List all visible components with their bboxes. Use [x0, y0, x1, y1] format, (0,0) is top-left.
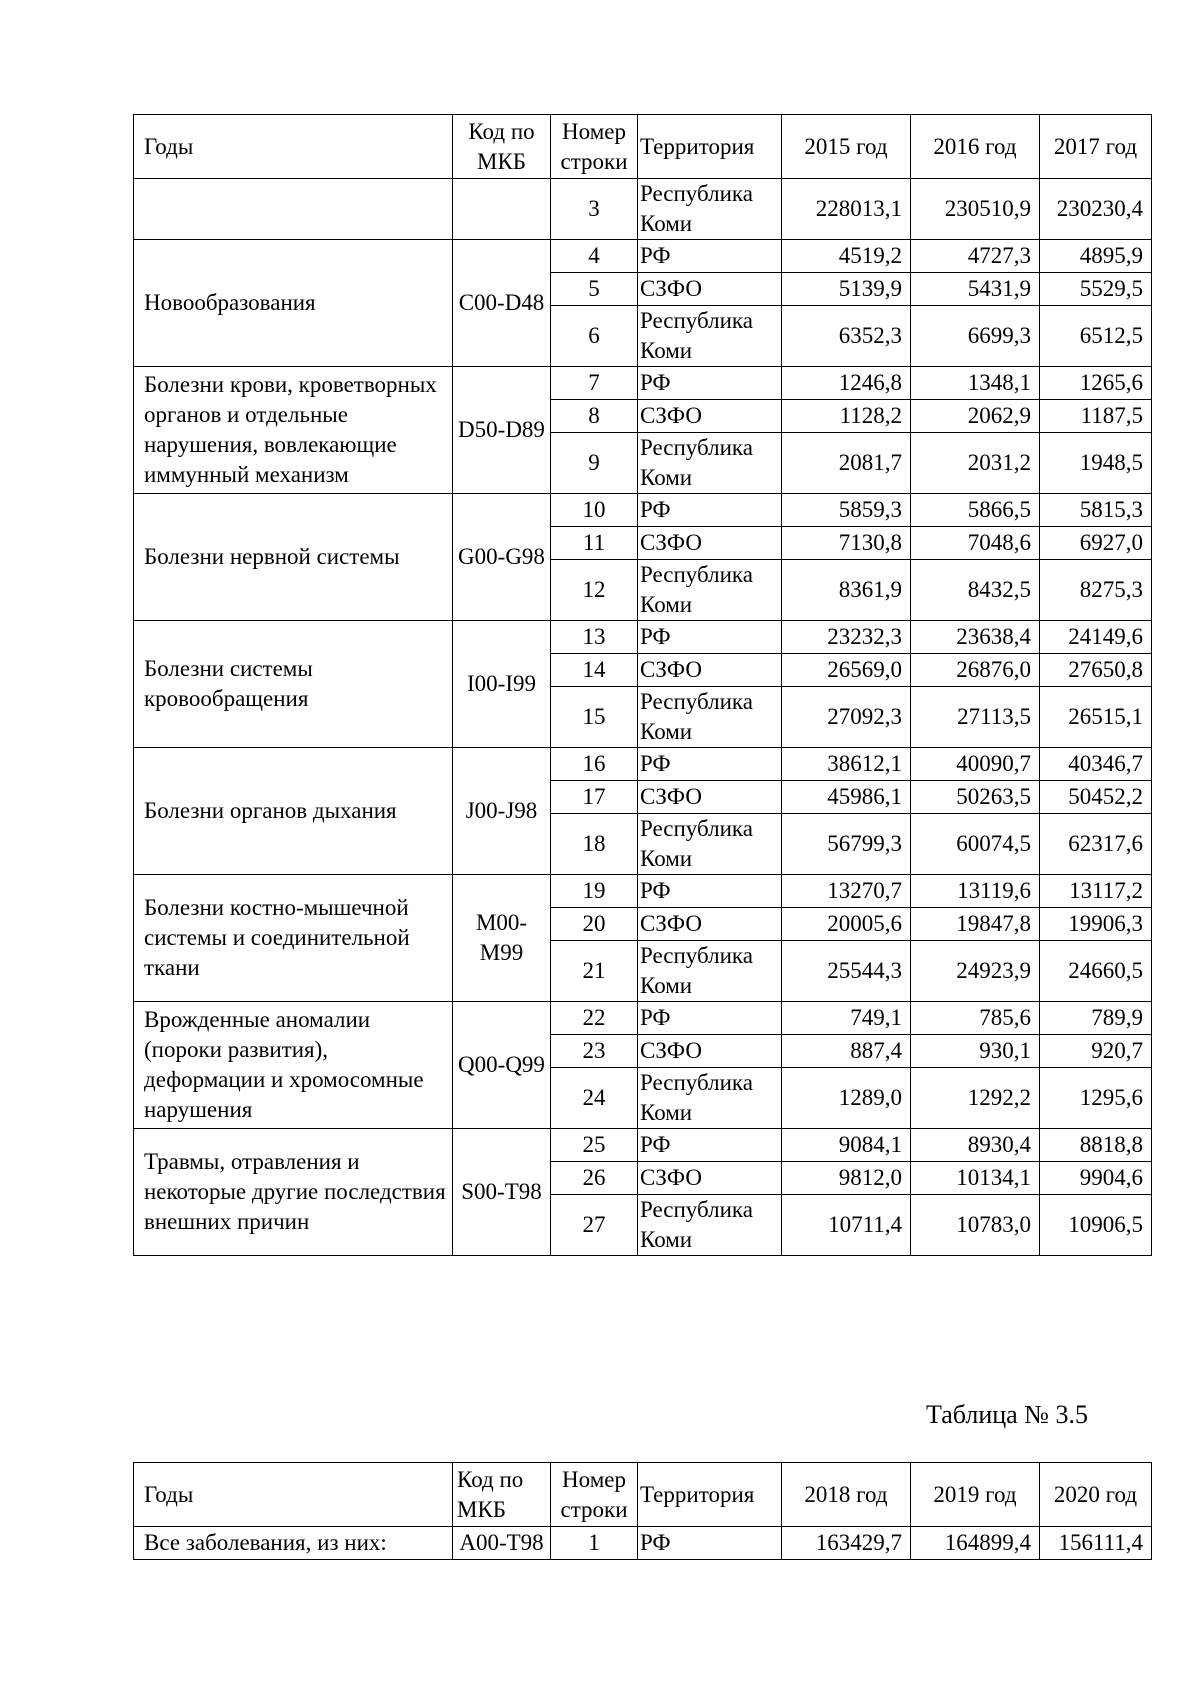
value-cell: 26515,1	[1040, 687, 1152, 748]
group-name-cell: Травмы, отравления и некоторые другие последствия внешних причин	[134, 1129, 453, 1256]
value-cell: 749,1	[782, 1002, 911, 1035]
header-row-number: Номер строки	[551, 115, 638, 179]
code-cell	[453, 179, 551, 240]
value-cell: 2081,7	[782, 433, 911, 494]
value-cell: 1246,8	[782, 367, 911, 400]
value-cell: 230230,4	[1040, 179, 1152, 240]
value-cell: 50452,2	[1040, 781, 1152, 814]
table-row	[134, 179, 1152, 240]
row-number-cell: 12	[551, 560, 638, 621]
value-cell: 6699,3	[911, 306, 1040, 367]
row-number-cell: 10	[551, 494, 638, 527]
territory-cell: Республика Коми	[638, 1068, 782, 1129]
header-years: Годы	[134, 1463, 453, 1527]
row-number-cell: 7	[551, 367, 638, 400]
row-number-cell: 22	[551, 1002, 638, 1035]
row-number-cell: 9	[551, 433, 638, 494]
value-cell: 50263,5	[911, 781, 1040, 814]
value-cell: 2031,2	[911, 433, 1040, 494]
value-cell: 13119,6	[911, 875, 1040, 908]
value-cell: 2062,9	[911, 400, 1040, 433]
row-number-cell: 17	[551, 781, 638, 814]
territory-cell: РФ	[638, 1002, 782, 1035]
row-number-cell: 26	[551, 1162, 638, 1195]
value-cell: 24923,9	[911, 941, 1040, 1002]
value-cell: 23232,3	[782, 621, 911, 654]
territory-cell: СЗФО	[638, 781, 782, 814]
header-code: Код по МКБ	[453, 1463, 551, 1527]
value-cell: 789,9	[1040, 1002, 1152, 1035]
value-cell: 8361,9	[782, 560, 911, 621]
value-cell: 23638,4	[911, 621, 1040, 654]
territory-cell: РФ	[638, 875, 782, 908]
row-number-cell: 23	[551, 1035, 638, 1068]
value-cell: 1265,6	[1040, 367, 1152, 400]
value-cell: 62317,6	[1040, 814, 1152, 875]
header-row-number: Номер строки	[551, 1463, 638, 1527]
value-cell: 13270,7	[782, 875, 911, 908]
row-number-cell: 21	[551, 941, 638, 1002]
value-cell: 26876,0	[911, 654, 1040, 687]
value-cell: 19906,3	[1040, 908, 1152, 941]
value-cell: 4895,9	[1040, 240, 1152, 273]
territory-cell: РФ	[638, 621, 782, 654]
table-row	[134, 1002, 1152, 1035]
value-cell: 10783,0	[911, 1195, 1040, 1256]
row-number-cell: 5	[551, 273, 638, 306]
header-row	[134, 1463, 1152, 1527]
territory-cell: СЗФО	[638, 908, 782, 941]
value-cell: 163429,7	[782, 1527, 911, 1560]
value-cell: 6512,5	[1040, 306, 1152, 367]
value-cell: 10711,4	[782, 1195, 911, 1256]
header-year-2: 2019 год	[911, 1463, 1040, 1527]
territory-cell: СЗФО	[638, 273, 782, 306]
territory-cell: РФ	[638, 240, 782, 273]
value-cell: 10906,5	[1040, 1195, 1152, 1256]
table-row	[134, 367, 1152, 400]
table-caption: Таблица № 3.5	[925, 1400, 1088, 1429]
value-cell: 5431,9	[911, 273, 1040, 306]
value-cell: 1187,5	[1040, 400, 1152, 433]
value-cell: 6352,3	[782, 306, 911, 367]
territory-cell: СЗФО	[638, 654, 782, 687]
value-cell: 930,1	[911, 1035, 1040, 1068]
row-number-cell: 15	[551, 687, 638, 748]
value-cell: 887,4	[782, 1035, 911, 1068]
value-cell: 40346,7	[1040, 748, 1152, 781]
code-cell: G00-G98	[453, 494, 551, 621]
header-year-3: 2017 год	[1040, 115, 1152, 179]
table-row	[134, 1129, 1152, 1162]
code-cell: J00-J98	[453, 748, 551, 875]
territory-cell: СЗФО	[638, 1035, 782, 1068]
value-cell: 60074,5	[911, 814, 1040, 875]
group-name-cell: Болезни нервной системы	[134, 494, 453, 621]
morbidity-table-2015-2017	[133, 114, 1152, 1256]
value-cell: 9812,0	[782, 1162, 911, 1195]
row-number-cell: 8	[551, 400, 638, 433]
code-cell: Q00-Q99	[453, 1002, 551, 1129]
row-number-cell: 19	[551, 875, 638, 908]
row-number-cell: 14	[551, 654, 638, 687]
morbidity-table-2018-2020	[133, 1462, 1152, 1560]
value-cell: 24149,6	[1040, 621, 1152, 654]
territory-cell: Республика Коми	[638, 560, 782, 621]
value-cell: 27092,3	[782, 687, 911, 748]
row-number-cell: 18	[551, 814, 638, 875]
value-cell: 1295,6	[1040, 1068, 1152, 1129]
code-cell: D50-D89	[453, 367, 551, 494]
territory-cell: РФ	[638, 748, 782, 781]
value-cell: 5139,9	[782, 273, 911, 306]
table-row	[134, 494, 1152, 527]
header-year-1: 2018 год	[782, 1463, 911, 1527]
value-cell: 25544,3	[782, 941, 911, 1002]
value-cell: 9084,1	[782, 1129, 911, 1162]
territory-cell: РФ	[638, 1129, 782, 1162]
row-number-cell: 25	[551, 1129, 638, 1162]
header-years: Годы	[134, 115, 453, 179]
row-number-cell: 4	[551, 240, 638, 273]
table-row	[134, 1527, 1152, 1560]
row-number-cell: 11	[551, 527, 638, 560]
value-cell: 24660,5	[1040, 941, 1152, 1002]
table-body	[134, 1463, 1152, 1560]
header-row	[134, 115, 1152, 179]
table-row	[134, 621, 1152, 654]
value-cell: 230510,9	[911, 179, 1040, 240]
row-number-cell: 20	[551, 908, 638, 941]
table-row	[134, 240, 1152, 273]
row-number-cell: 16	[551, 748, 638, 781]
value-cell: 7048,6	[911, 527, 1040, 560]
group-name-cell: Болезни костно-мышечной системы и соединительной ткани	[134, 875, 453, 1002]
value-cell: 7130,8	[782, 527, 911, 560]
value-cell: 4519,2	[782, 240, 911, 273]
row-number-cell: 3	[551, 179, 638, 240]
table-row	[134, 875, 1152, 908]
value-cell: 27113,5	[911, 687, 1040, 748]
group-name-cell: Болезни системы кровообращения	[134, 621, 453, 748]
territory-cell: Республика Коми	[638, 306, 782, 367]
value-cell: 8275,3	[1040, 560, 1152, 621]
row-number-cell: 1	[551, 1527, 638, 1560]
code-cell: C00-D48	[453, 240, 551, 367]
value-cell: 5529,5	[1040, 273, 1152, 306]
value-cell: 1128,2	[782, 400, 911, 433]
value-cell: 1289,0	[782, 1068, 911, 1129]
group-name-cell: Новообразования	[134, 240, 453, 367]
value-cell: 9904,6	[1040, 1162, 1152, 1195]
territory-cell: РФ	[638, 494, 782, 527]
value-cell: 20005,6	[782, 908, 911, 941]
table-row	[134, 748, 1152, 781]
value-cell: 228013,1	[782, 179, 911, 240]
group-name-cell: Болезни крови, кроветворных органов и отдельные нарушения, вовлекающие иммунный механизм	[134, 367, 453, 494]
territory-cell: Республика Коми	[638, 433, 782, 494]
territory-cell: Республика Коми	[638, 687, 782, 748]
row-number-cell: 24	[551, 1068, 638, 1129]
code-cell: S00-T98	[453, 1129, 551, 1256]
row-number-cell: 6	[551, 306, 638, 367]
group-name-cell: Все заболевания, из них:	[134, 1527, 453, 1560]
value-cell: 5859,3	[782, 494, 911, 527]
territory-cell: Республика Коми	[638, 1195, 782, 1256]
value-cell: 13117,2	[1040, 875, 1152, 908]
code-cell: A00-T98	[453, 1527, 551, 1560]
value-cell: 38612,1	[782, 748, 911, 781]
territory-cell: РФ	[638, 1527, 782, 1560]
value-cell: 10134,1	[911, 1162, 1040, 1195]
value-cell: 8818,8	[1040, 1129, 1152, 1162]
header-territory: Территория	[638, 115, 782, 179]
territory-cell: СЗФО	[638, 1162, 782, 1195]
territory-cell: Республика Коми	[638, 179, 782, 240]
value-cell: 40090,7	[911, 748, 1040, 781]
table-body	[134, 115, 1152, 1256]
value-cell: 56799,3	[782, 814, 911, 875]
territory-cell: РФ	[638, 367, 782, 400]
value-cell: 1948,5	[1040, 433, 1152, 494]
value-cell: 164899,4	[911, 1527, 1040, 1560]
group-name-cell: Врожденные аномалии (пороки развития), деформации и хромосомные нарушения	[134, 1002, 453, 1129]
row-number-cell: 27	[551, 1195, 638, 1256]
value-cell: 45986,1	[782, 781, 911, 814]
value-cell: 8432,5	[911, 560, 1040, 621]
value-cell: 19847,8	[911, 908, 1040, 941]
value-cell: 1348,1	[911, 367, 1040, 400]
header-year-1: 2015 год	[782, 115, 911, 179]
group-name-cell: Болезни органов дыхания	[134, 748, 453, 875]
row-number-cell: 13	[551, 621, 638, 654]
code-cell: I00-I99	[453, 621, 551, 748]
territory-cell: Республика Коми	[638, 814, 782, 875]
value-cell: 27650,8	[1040, 654, 1152, 687]
value-cell: 5815,3	[1040, 494, 1152, 527]
value-cell: 5866,5	[911, 494, 1040, 527]
code-cell: M00-M99	[453, 875, 551, 1002]
territory-cell: Республика Коми	[638, 941, 782, 1002]
value-cell: 26569,0	[782, 654, 911, 687]
value-cell: 156111,4	[1040, 1527, 1152, 1560]
value-cell: 6927,0	[1040, 527, 1152, 560]
value-cell: 4727,3	[911, 240, 1040, 273]
territory-cell: СЗФО	[638, 400, 782, 433]
group-name-cell	[134, 179, 453, 240]
header-territory: Территория	[638, 1463, 782, 1527]
value-cell: 785,6	[911, 1002, 1040, 1035]
value-cell: 1292,2	[911, 1068, 1040, 1129]
header-code: Код по МКБ	[453, 115, 551, 179]
header-year-3: 2020 год	[1040, 1463, 1152, 1527]
territory-cell: СЗФО	[638, 527, 782, 560]
header-year-2: 2016 год	[911, 115, 1040, 179]
value-cell: 8930,4	[911, 1129, 1040, 1162]
value-cell: 920,7	[1040, 1035, 1152, 1068]
